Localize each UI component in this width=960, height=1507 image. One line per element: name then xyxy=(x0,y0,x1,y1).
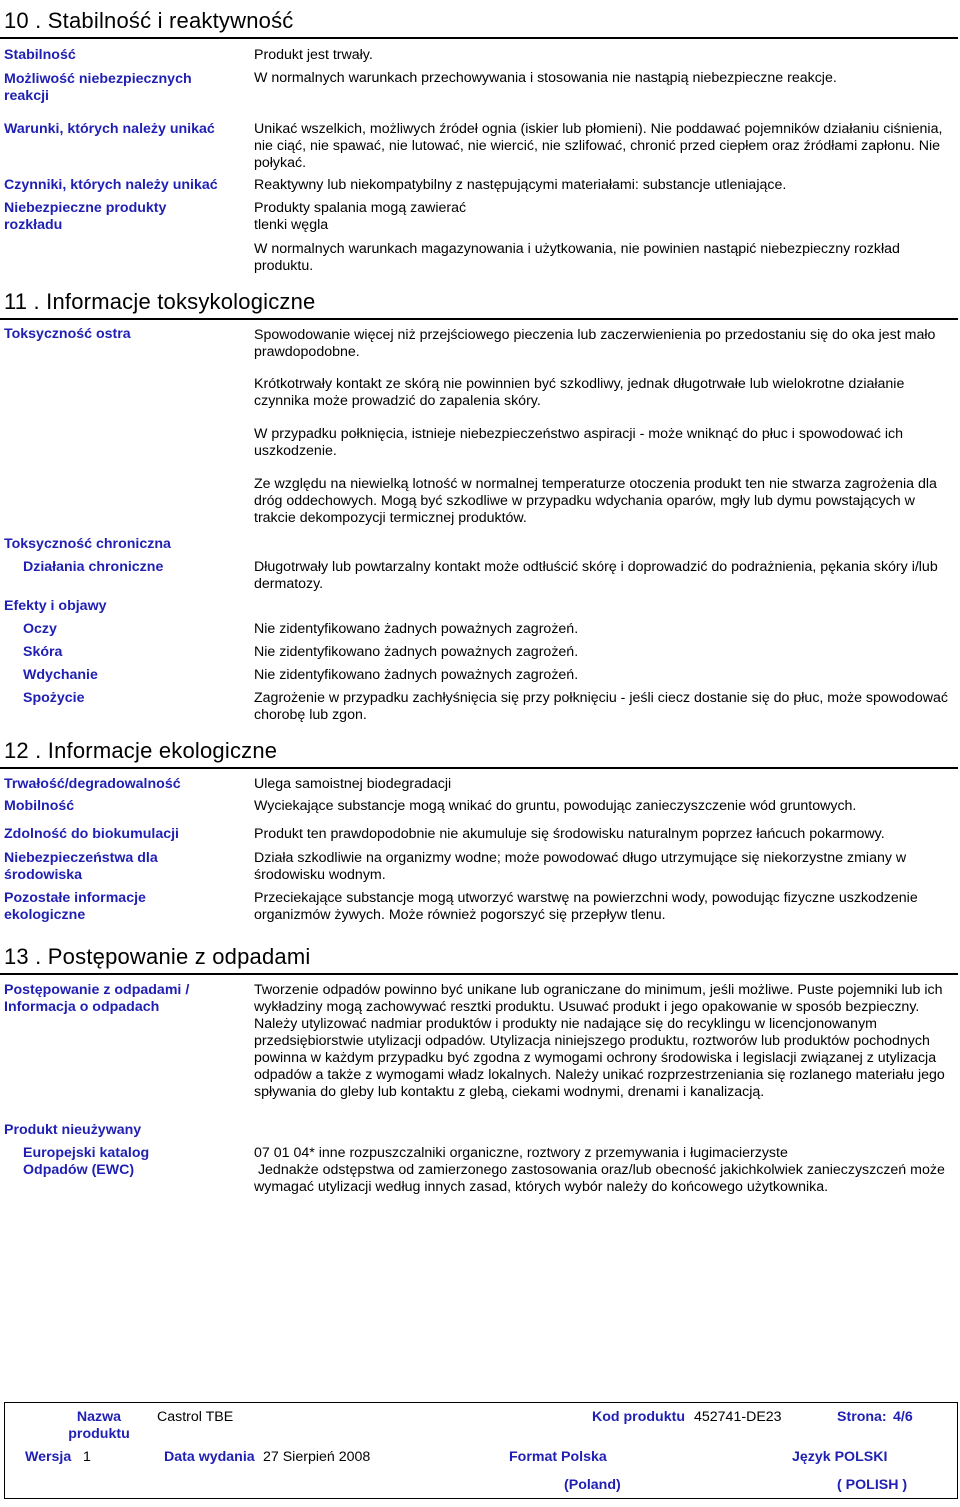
footer-format-label: Format Polska xyxy=(509,1449,607,1465)
value-mobility: Wyciekające substancje mogą wnikać do gruntu, powodując zanieczyszczenie wód gruntowych. xyxy=(254,798,857,814)
label-materials-to-avoid: Czynniki, których należy unikać xyxy=(4,177,218,193)
footer-product-code-value: 452741-DE23 xyxy=(694,1409,782,1425)
footer-version-label: Wersja xyxy=(25,1449,72,1465)
value-inhalation: Nie zidentyfikowano żadnych poważnych zagrożeń. xyxy=(254,667,579,683)
footer-product-name-value: Castrol TBE xyxy=(157,1409,234,1425)
section-divider xyxy=(0,318,958,320)
value-acute-eyes: Spowodowanie więcej niż przejściowego pieczenia lub zaczerwienienia po przedostaniu się do oka jest mało prawdopodobne. xyxy=(254,327,936,360)
value-persistence: Ulega samoistnej biodegradacji xyxy=(254,776,452,792)
value-chronic-effects: Długotrwały lub powtarzalny kontakt może odtłuścić skórę i doprowadzić do podrażnienia, pękania skóry i/lub dermatozy. xyxy=(254,559,938,592)
label-hazardous-reactions: Możliwość niebezpiecznych reakcji xyxy=(4,71,192,104)
section-10-title: 10 . Stabilność i reaktywność xyxy=(4,8,294,33)
footer-page-label: Strona: xyxy=(837,1409,887,1425)
label-bioaccumulation: Zdolność do biokumulacji xyxy=(4,826,179,842)
label-unused-product: Produkt nieużywany xyxy=(4,1122,142,1138)
section-divider xyxy=(0,973,958,975)
value-bioaccumulation: Produkt ten prawdopodobnie nie akumuluje się środowisku naturalnym poprzez łańcuch pokarmowy. xyxy=(254,826,885,842)
label-stability: Stabilność xyxy=(4,47,76,63)
value-environmental-hazards: Działa szkodliwie na organizmy wodne; może powodować długo utrzymujące się niekorzystne zmiany w środowisku wodnym. xyxy=(254,850,907,883)
value-skin: Nie zidentyfikowano żadnych poważnych zagrożeń. xyxy=(254,644,579,660)
section-12-title: 12 . Informacje ekologiczne xyxy=(4,738,278,763)
value-waste-disposal: Tworzenie odpadów powinno być unikane lub ograniczane do minimum, jeśli możliwe. Puste pojemniki lub ich wykładziny mogą zachowywać resztki produktu. Usuwać produkt i jego opakowanie w sposób bezpieczny. Należy utylizować nadmiar produktów i produkty nie nadające się do recyklingu w licencjonowanym przedsiębiorstwie utylizacji odpadów. Utylizacja niniejszego produktu, roztworów lub produktów pochodnych powinna w każdym przypadku być zgodna z wymogami ochrony środowiska i legislacji związanej z utylizacja odpadów a także z wymogami władz lokalnych. Należy unikać rozprzestrzeniania się rozlanego materiału jego spływania do gleby lub kontaktu z glebą, ciekami wodnymi, drenami i kanalizacją. xyxy=(254,982,945,1100)
value-eyes: Nie zidentyfikowano żadnych poważnych zagrożeń. xyxy=(254,621,579,637)
value-decomposition-1: Produkty spalania mogą zawierać xyxy=(254,200,467,216)
section-divider xyxy=(0,767,958,769)
section-11-title: 11 . Informacje toksykologiczne xyxy=(4,289,316,314)
label-ingestion: Spożycie xyxy=(23,690,85,706)
value-ewc-note: Jednakże odstępstwa od zamierzonego zastosowania oraz/lub obecność jakichkolwiek zanieczyszczeń może wymagać utylizacji według innych zasad, których wybór należy do końcowego użytkownika. xyxy=(254,1162,949,1195)
label-persistence: Trwałość/degradowalność xyxy=(4,776,181,792)
value-acute-inhalation: Ze względu na niewielką lotność w normalnej temperaturze otoczenia produkt ten nie stwarza zagrożenia dla dróg oddechowych. Mogą być szkodliwe w przypadku wdychania oparów, mgły lub dymu powstających w trakcie dekompozycji termicznej produktów. xyxy=(254,476,937,526)
value-decomposition-3: W normalnych warunkach magazynowania i użytkowania, nie powinien nastąpić niebezpieczny rozkład produktu. xyxy=(254,241,900,274)
label-mobility: Mobilność xyxy=(4,798,75,814)
footer-product-name-label: Nazwa produktu xyxy=(68,1409,130,1442)
footer-language-label: Język POLSKI xyxy=(792,1449,888,1465)
value-conditions-to-avoid: Unikać wszelkich, możliwych źródeł ognia (iskier lub płomieni). Nie poddawać pojemników działaniu ciśnienia, nie ciąć, nie spawać, nie lutować, nie wiercić, nie szlifować, chronić przed ciepłem oraz źródłami zapłonu. Nie połykać. xyxy=(254,121,943,171)
footer-version-value: 1 xyxy=(83,1449,91,1465)
footer-product-code-label: Kod produktu xyxy=(592,1409,685,1425)
section-13-title: 13 . Postępowanie z odpadami xyxy=(4,944,311,969)
value-ingestion: Zagrożenie w przypadku zachłyśnięcia się przy połknięciu - jeśli ciecz dostanie się do płuc, może spowodować chorobę lub zgon. xyxy=(254,690,948,723)
footer-format-country: (Poland) xyxy=(564,1477,621,1493)
value-acute-skin: Krótkotrwały kontakt ze skórą nie powinnien być szkodliwy, jednak długotrwałe lub wielokrotne działanie czynnika może prowadzić do zapalenia skóry. xyxy=(254,376,905,409)
value-hazardous-reactions: W normalnych warunkach przechowywania i stosowania nie nastąpią niebezpieczne reakcje. xyxy=(254,70,837,86)
label-waste-disposal: Postępowanie z odpadami / Informacja o odpadach xyxy=(4,982,190,1015)
value-other-eco-info: Przeciekające substancje mogą utworzyć warstwę na powierzchni wody, powodując fizyczne uszkodzenie organizmów żywych. Może również pogorszyć się przepływ tlenu. xyxy=(254,890,918,923)
document-footer xyxy=(4,1402,958,1499)
value-acute-ingestion: W przypadku połknięcia, istnieje niebezpieczeństwo aspiracji - może wniknąć do płuc i spowodować ich uszkodzenie. xyxy=(254,426,904,459)
footer-issue-date-value: 27 Sierpień 2008 xyxy=(263,1449,371,1465)
label-chronic-effects: Działania chroniczne xyxy=(23,559,164,575)
label-effects-symptoms: Efekty i objawy xyxy=(4,598,107,614)
value-decomposition-2: tlenki węgla xyxy=(254,217,329,233)
label-skin: Skóra xyxy=(23,644,63,660)
label-chronic-toxicity: Toksyczność chroniczna xyxy=(4,536,171,552)
value-stability: Produkt jest trwały. xyxy=(254,47,373,63)
label-acute-toxicity: Toksyczność ostra xyxy=(4,326,131,342)
label-decomposition-products: Niebezpieczne produkty rozkładu xyxy=(4,200,167,233)
footer-issue-date-label: Data wydania xyxy=(164,1449,255,1465)
label-inhalation: Wdychanie xyxy=(23,667,98,683)
label-ewc: Europejski katalog Odpadów (EWC) xyxy=(23,1145,150,1178)
label-conditions-to-avoid: Warunki, których należy unikać xyxy=(4,121,215,137)
section-divider xyxy=(0,37,958,39)
footer-language-sub: ( POLISH ) xyxy=(837,1477,908,1493)
footer-page-value: 4/6 xyxy=(893,1409,913,1425)
label-other-eco-info: Pozostałe informacje ekologiczne xyxy=(4,890,146,923)
label-environmental-hazards: Niebezpieczeństwa dla środowiska xyxy=(4,850,158,883)
value-ewc-code: 07 01 04* inne rozpuszczalniki organiczne, roztwory z przemywania i ługimacierzyste xyxy=(254,1145,788,1161)
value-materials-to-avoid: Reaktywny lub niekompatybilny z następującymi materiałami: substancje utleniające. xyxy=(254,177,787,193)
label-eyes: Oczy xyxy=(23,621,57,637)
